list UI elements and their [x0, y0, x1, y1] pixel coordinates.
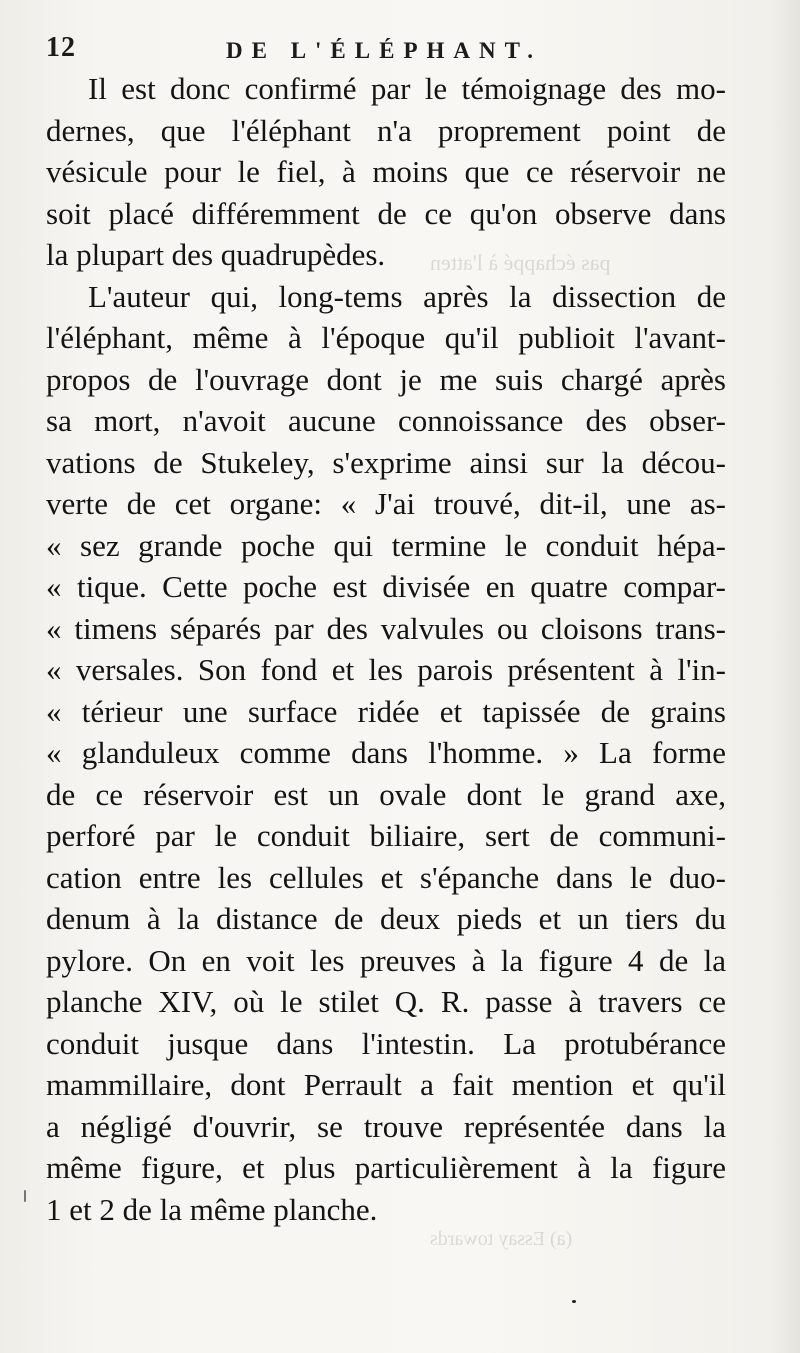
text-line: a négligé d'ouvrir, se trouve représentée dans la — [46, 1108, 726, 1144]
text-line: propos de l'ouvrage dont je me suis chargé après — [46, 361, 726, 397]
running-head: DE L'ÉLÉPHANT. — [226, 38, 542, 63]
text-line: « tique. Cette poche est divisée en quatre compar- — [46, 569, 726, 604]
show-through-text: pas échappé à l'atten — [430, 250, 611, 275]
text-line: Il est donc confirmé par le témoignage des mo- — [88, 71, 726, 106]
body-text — [46, 68, 726, 1230]
text-line: pylore. On en voit les preuves à la figure 4 de la — [46, 942, 726, 978]
text-line: 1 et 2 de la même planche. — [46, 1191, 378, 1227]
text-line: l'éléphant, même à l'époque qu'il publioit l'avant- — [46, 320, 726, 355]
text-line: même figure, et plus particulièrement à la figure — [46, 1150, 726, 1185]
text-line: « glanduleux comme dans l'homme. » La forme — [46, 735, 726, 770]
text-line: dernes, que l'éléphant n'a proprement point de — [46, 112, 726, 148]
text-line: vations de Stukeley, s'exprime ainsi sur la décou- — [46, 444, 726, 480]
ink-speck — [572, 1300, 576, 1303]
text-line: « versales. Son fond et les parois présentent à l'in- — [46, 652, 726, 687]
text-line: « térieur une surface ridée et tapissée de grains — [46, 693, 726, 729]
ink-speck — [24, 1190, 26, 1202]
text-line: verte de cet organe: « J'ai trouvé, dit-il, une as- — [46, 486, 726, 521]
text-line: mammillaire, dont Perrault a fait mention et qu'il — [46, 1067, 726, 1102]
text-line: denum à la distance de deux pieds et un tiers du — [46, 901, 726, 936]
text-line: « timens séparés par des valvules ou cloisons trans- — [46, 610, 726, 646]
page-header — [46, 30, 746, 70]
text-line: perforé par le conduit biliaire, sert de communi- — [46, 818, 726, 853]
text-line: la plupart des quadrupèdes. — [46, 237, 386, 272]
text-line: de ce réservoir est un ovale dont le grand axe, — [46, 776, 726, 812]
text-line: sa mort, n'avoit aucune connoissance des obser- — [46, 403, 726, 438]
text-line: vésicule pour le fiel, à moins que ce réservoir ne — [46, 154, 726, 189]
text-line: conduit jusque dans l'intestin. La protubérance — [46, 1025, 726, 1061]
show-through-footnote: (a) Essay towards — [430, 1228, 573, 1250]
text-line: soit placé différemment de ce qu'on observe dans — [46, 195, 726, 231]
page-edge-shadow — [770, 0, 800, 1353]
text-line: planche XIV, où le stilet Q. R. passe à travers ce — [46, 984, 726, 1019]
text-line: « sez grande poche qui termine le conduit hépa- — [46, 527, 726, 563]
text-line: cation entre les cellules et s'épanche dans le duo- — [46, 859, 726, 895]
text-line: L'auteur qui, long-tems après la dissection de — [88, 278, 726, 314]
page-number: 12 — [46, 32, 76, 63]
